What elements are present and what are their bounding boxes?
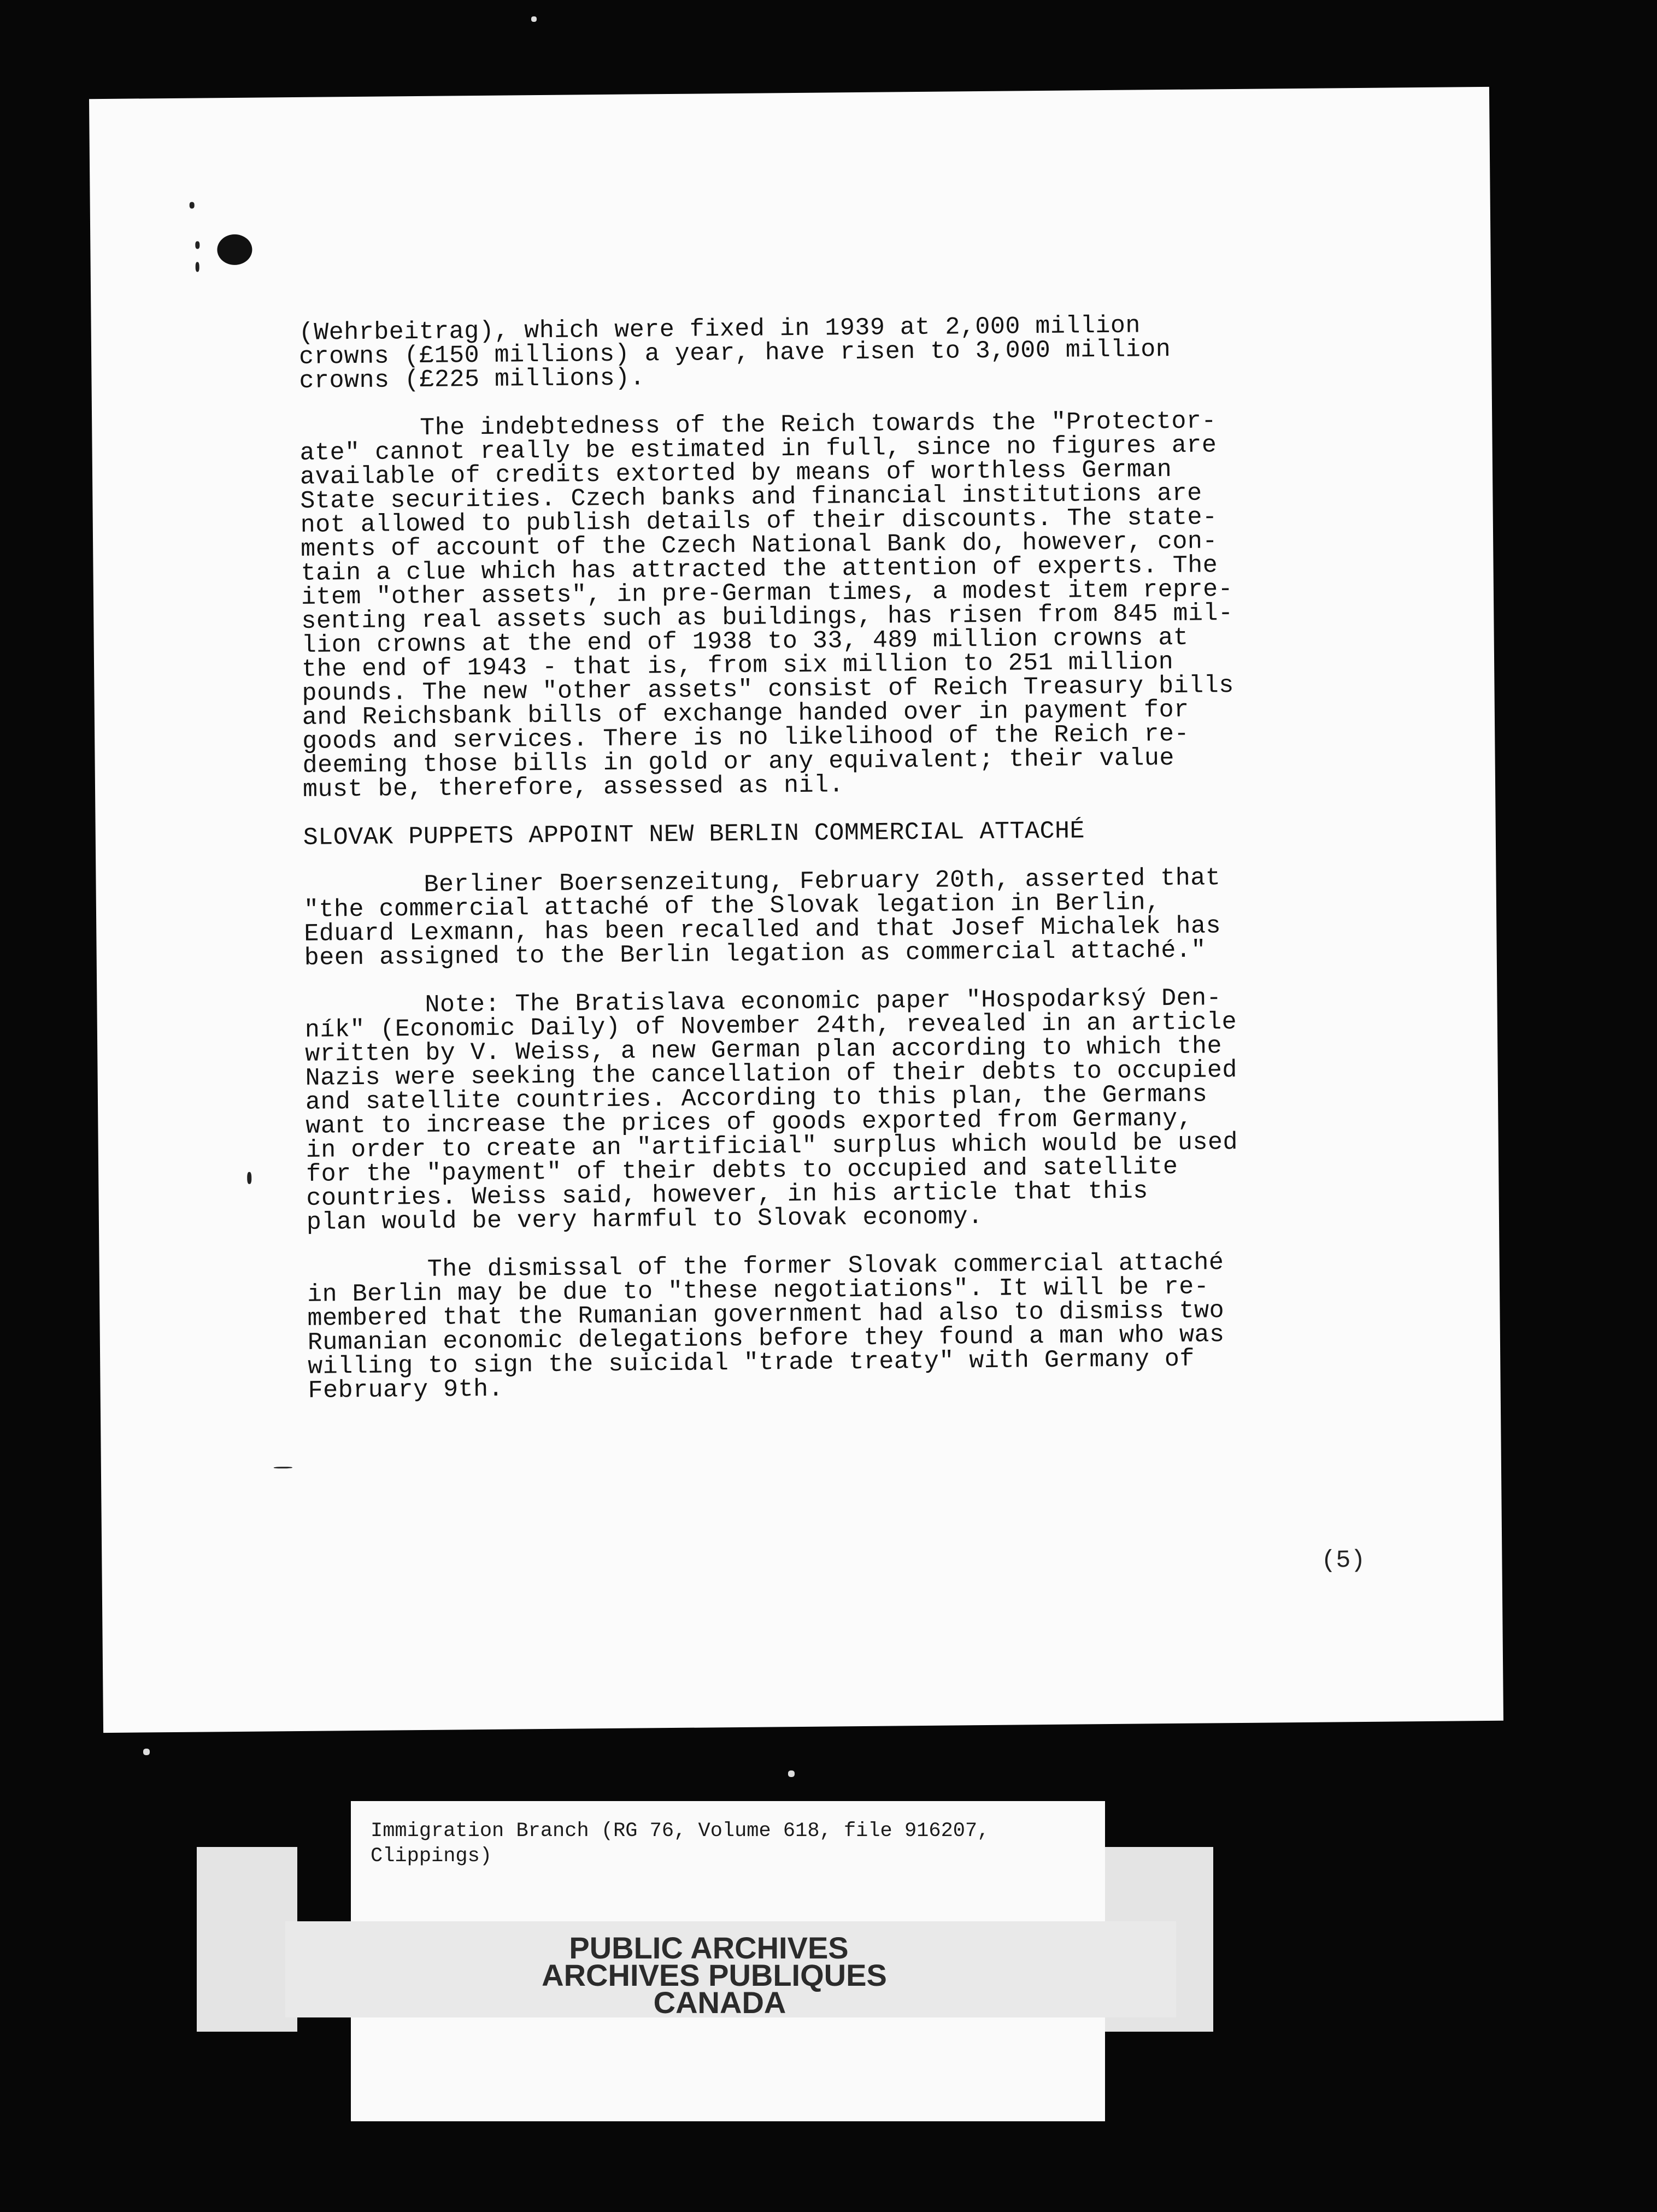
page-number: (5) [1321, 1546, 1366, 1575]
speck [196, 262, 199, 272]
speck [190, 202, 195, 209]
speck [531, 16, 537, 22]
stamp-line-3: CANADA [653, 1985, 786, 2020]
paragraph-5: The dismissal of the former Slovak commercial attaché in Berlin may be due to "these negotiations". It will be re- membered that the Rumanian government had also to dismiss two Rumanian economic delegations before they found a man who was willing to sign the suicidal "trade treaty" with Germany of February 9th. [307, 1249, 1225, 1405]
stamp-line-1: PUBLIC ARCHIVES [569, 1931, 849, 1965]
tape-left [197, 1847, 297, 2032]
speck [247, 1172, 251, 1184]
archive-citation: Immigration Branch (RG 76, Volume 618, file 916207, Clippings) [371, 1820, 990, 1868]
speck [195, 241, 199, 249]
punch-hole [217, 234, 252, 266]
document-page [89, 87, 1503, 1733]
speck [788, 1770, 795, 1777]
stamp-line-2: ARCHIVES PUBLIQUES [542, 1958, 887, 1992]
paragraph-3: Berliner Boersenzeitung, February 20th, asserted that "the commercial attaché of the Slovak legation in Berlin, Eduard Lexmann, has been recalled and that Josef Michalek has been assigned to the Berlin legation as commercial attaché." [303, 864, 1221, 972]
paragraph-4: Note: The Bratislava economic paper "Hospodarksý Den- ník" (Economic Daily) of November 24th, revealed in an article written by V. Weiss, a new German plan according to which the Nazis were seeking the cancellation of their debts to occupied and satellite countries. According to this plan, the Germans want to increase the prices of goods exported from Germany, in order to create an "artificial" surplus which would be used for the "payment" of their debts to occupied and satellite countries. Weiss said, however, in his article that this plan would be very harmful to Slovak economy. [304, 984, 1238, 1237]
speck [143, 1749, 150, 1755]
paragraph-2: The indebtedness of the Reich towards the "Protector- ate" cannot really be estimated in full, since no figures are available of credits extorted by means of worthless German State securities. Czech banks and financial institutions are not allowed to publish details of their discounts. The state- ments of account of the Czech National Bank do, however, con- tain a clue which has attracted the attention of experts. The item "other assets", in pre-German times, a modest item repre- senting real assets such as buildings, has risen from 845 mil- lion crowns at the end of 1938 to 33, 489 million crowns at the end of 1943 - that is, from six million to 251 million pounds. The new "other assets" consist of Reich Treasury bills and Reichsbank bills of exchange handed over in payment for goods and services. There is no likelihood of the Reich re- deeming those bills in gold or any equivalent; their value must be, therefore, assessed as nil. [299, 407, 1234, 804]
archive-stamp [520, 1931, 919, 2020]
paragraph-1: (Wehrbeitrag), which were fixed in 1939 at 2,000 million crowns (£150 millions) a year, have risen to 3,000 million crowns (£225 millions). [298, 311, 1171, 395]
section-heading: SLOVAK PUPPETS APPOINT NEW BERLIN COMMERCIAL ATTACHÉ [303, 817, 1085, 852]
speck [274, 1467, 292, 1468]
document-body [299, 312, 1347, 1427]
